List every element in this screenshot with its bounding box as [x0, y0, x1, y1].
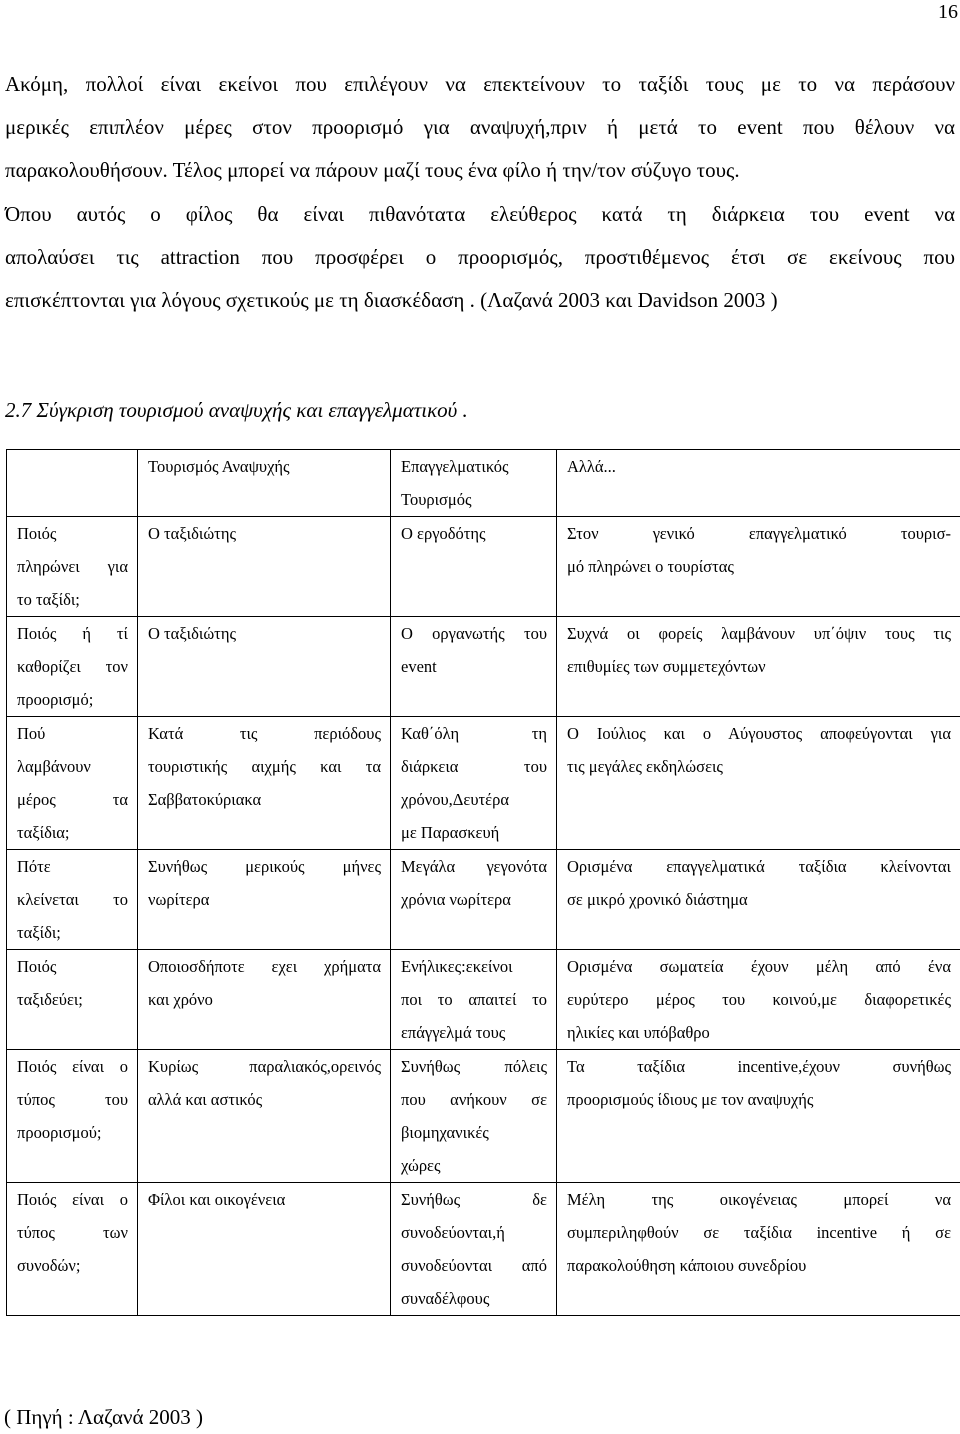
table-cell-business-tourism — [391, 450, 557, 517]
paragraph-line: απολαύσει τις attraction που προσφέρει ο προορισμός, προστιθέμενος έτσι σε εκείνους που — [5, 244, 955, 269]
table-cell-leisure-tourism — [138, 850, 391, 950]
cell-line: Ποιός — [17, 524, 57, 543]
table-row — [7, 617, 960, 717]
cell-line: Συνήθως δε — [401, 1190, 547, 1209]
table-cell-question — [7, 850, 138, 950]
cell-line: Τα ταξίδια incentive,έχουν συνήθως — [567, 1057, 951, 1076]
body-paragraph — [5, 63, 955, 322]
cell-line: συναδέλφους — [401, 1289, 490, 1308]
table-header-row — [7, 450, 960, 517]
cell-line: event — [401, 657, 437, 676]
table-cell-question — [7, 517, 138, 617]
cell-line: χώρες — [401, 1156, 441, 1175]
cell-line: Ο ταξιδιώτης — [148, 524, 236, 543]
table-cell-leisure-tourism — [138, 1183, 391, 1316]
cell-line: συνοδών; — [17, 1256, 81, 1275]
cell-line: Τουρισμός Αναψυχής — [148, 457, 290, 476]
cell-line: τύπος των — [17, 1223, 128, 1242]
cell-line: ηλικίες και υπόβαθρο — [567, 1023, 710, 1042]
table-row — [7, 950, 960, 1050]
cell-line: Συνήθως πόλεις — [401, 1057, 547, 1076]
cell-line: νωρίτερα — [148, 890, 210, 909]
table-cell-business-tourism — [391, 1050, 557, 1183]
table-cell-question — [7, 617, 138, 717]
cell-line: Αλλά... — [567, 457, 616, 476]
table-cell-business-tourism — [391, 1183, 557, 1316]
table-cell-leisure-tourism — [138, 517, 391, 617]
table-cell-business-tourism — [391, 850, 557, 950]
cell-line: μέρος τα — [17, 790, 128, 809]
cell-line: Ποιός — [17, 957, 57, 976]
cell-line: και χρόνο — [148, 990, 213, 1009]
paragraph-line: Ακόμη, πολλοί είναι εκείνοι που επιλέγουν να επεκτείνουν το ταξίδι τους με το να περάσουν — [5, 72, 955, 96]
cell-line: αλλά και αστικός — [148, 1090, 263, 1109]
cell-line: Ο ταξιδιώτης — [148, 624, 236, 643]
cell-line: Οποιοσδήποτε εχει χρήματα — [148, 957, 381, 976]
cell-line: Καθ΄όλη τη — [401, 724, 547, 743]
cell-line: τύπος του — [17, 1090, 128, 1109]
table-cell-but — [557, 950, 960, 1050]
cell-line: χρόνου,Δευτέρα — [401, 790, 509, 809]
cell-line: ευρύτερο μέρος του κοινού,με διαφορετικές — [567, 990, 951, 1009]
table-row — [7, 1183, 960, 1316]
cell-line: το ταξίδι; — [17, 590, 80, 609]
cell-line: προορισμό; — [17, 690, 94, 709]
cell-line: καθορίζει τον — [17, 657, 128, 676]
cell-line: συμπεριληφθούν σε ταξίδια incentive ή σε — [567, 1223, 951, 1242]
cell-line: συνοδεύονται,ή — [401, 1223, 505, 1242]
table-cell-leisure-tourism — [138, 950, 391, 1050]
comparison-table-container — [6, 449, 960, 1316]
cell-line: ταξίδια; — [17, 823, 70, 842]
table-row — [7, 1050, 960, 1183]
table-cell-business-tourism — [391, 950, 557, 1050]
table-cell-but — [557, 717, 960, 850]
cell-line: Μεγάλα γεγονότα — [401, 857, 547, 876]
table-row — [7, 517, 960, 617]
table-row — [7, 717, 960, 850]
cell-line: Ενήλικες:εκείνοι — [401, 957, 513, 976]
paragraph-line: επισκέπτονται για λόγους σχετικούς με τη διασκέδαση . (Λαζανά 2003 και Davidson 2003 ) — [5, 288, 778, 313]
cell-line: Ο Ιούλιος και ο Αύγουστος αποφεύγονται για — [567, 724, 951, 743]
cell-line: Επαγγελματικός — [401, 457, 509, 476]
table-cell-question — [7, 450, 138, 517]
table-cell-question — [7, 1050, 138, 1183]
cell-line: ταξίδι; — [17, 923, 61, 942]
table-cell-leisure-tourism — [138, 617, 391, 717]
table-cell-leisure-tourism — [138, 717, 391, 850]
cell-line: Σαββατοκύριακα — [148, 790, 262, 809]
cell-line: μό πληρώνει ο τουρίστας — [567, 557, 734, 576]
cell-line: Τουρισμός — [401, 490, 472, 509]
paragraph-line: μερικές επιπλέον μέρες στον προορισμό για αναψυχή,πριν ή μετά το event που θέλουν να — [5, 115, 955, 140]
cell-line: Στον γενικό επαγγελματικό τουρισ- — [567, 524, 951, 543]
cell-line: Ποιός είναι ο — [17, 1057, 128, 1076]
cell-line: επάγγελμά τους — [401, 1023, 506, 1042]
cell-line: Πότε — [17, 857, 51, 876]
table-cell-but — [557, 1050, 960, 1183]
table-cell-business-tourism — [391, 617, 557, 717]
comparison-table — [6, 449, 960, 1316]
table-cell-business-tourism — [391, 717, 557, 850]
cell-line: Κυρίως παραλιακός,ορεινός — [148, 1057, 381, 1076]
cell-line: Μέλη της οικογένειας μπορεί να — [567, 1190, 951, 1209]
cell-line: συνοδεύονται από — [401, 1256, 547, 1275]
cell-line: βιομηχανικές — [401, 1123, 489, 1142]
cell-line: Ορισμένα επαγγελματικά ταξίδια κλείνονται — [567, 857, 951, 876]
table-cell-question — [7, 717, 138, 850]
cell-line: Ορισμένα σωματεία έχουν μέλη από ένα — [567, 957, 951, 976]
cell-line: επιθυμίες των συμμετεχόντων — [567, 657, 766, 676]
cell-line: λαμβάνουν — [17, 757, 91, 776]
table-body — [7, 450, 960, 1316]
cell-line: προορισμού; — [17, 1123, 102, 1142]
table-cell-question — [7, 950, 138, 1050]
cell-line: Συχνά οι φορείς λαμβάνουν υπ΄όψιν τους τις — [567, 624, 951, 643]
paragraph-line: Όπου αυτός ο φίλος θα είναι πιθανότατα ελεύθερος κατά τη διάρκεια του event να — [5, 201, 955, 226]
cell-line: με Παρασκευή — [401, 823, 500, 842]
table-row — [7, 850, 960, 950]
cell-line: Συνήθως μερικούς μήνες — [148, 857, 381, 876]
section-heading: 2.7 Σύγκριση τουρισμού αναψυχής και επαγγελματικού . — [5, 398, 468, 422]
cell-line: Ποιός είναι ο — [17, 1190, 128, 1209]
cell-line: Φίλοι και οικογένεια — [148, 1190, 286, 1209]
table-cell-leisure-tourism — [138, 1050, 391, 1183]
table-cell-but — [557, 517, 960, 617]
cell-line: πληρώνει για — [17, 557, 128, 576]
table-cell-but — [557, 1183, 960, 1316]
cell-line: σε μικρό χρονικό διάστημα — [567, 890, 748, 909]
cell-line: που ανήκουν σε — [401, 1090, 547, 1109]
table-cell-leisure-tourism — [138, 450, 391, 517]
table-cell-question — [7, 1183, 138, 1316]
cell-line: κλείνεται το — [17, 890, 128, 909]
table-cell-business-tourism — [391, 517, 557, 617]
cell-line: παρακολούθηση κάποιου συνεδρίου — [567, 1256, 807, 1275]
table-cell-but — [557, 450, 960, 517]
cell-line: τουριστικής αιχμής και τα — [148, 757, 381, 776]
cell-line: τις μεγάλες εκδηλώσεις — [567, 757, 723, 776]
table-cell-but — [557, 617, 960, 717]
source-note: ( Πηγή : Λαζανά 2003 ) — [4, 1405, 203, 1429]
cell-line: Κατά τις περιόδους — [148, 724, 381, 743]
cell-line: Ο οργανωτής του — [401, 624, 547, 643]
cell-line: διάρκεια του — [401, 757, 547, 776]
table-cell-but — [557, 850, 960, 950]
paragraph-line: παρακολουθήσουν. Τέλος μπορεί να πάρουν μαζί τους ένα φίλο ή την/τον σύζυγο τους. — [5, 158, 740, 183]
page-number: 16 — [938, 1, 958, 23]
cell-line: Πού — [17, 724, 46, 743]
cell-line: προορισμούς ίδιους με τον αναψυχής — [567, 1090, 814, 1109]
cell-line: χρόνια νωρίτερα — [401, 890, 511, 909]
cell-line: Ποιός ή τί — [17, 624, 128, 643]
cell-line: ταξιδεύει; — [17, 990, 83, 1009]
cell-line: Ο εργοδότης — [401, 524, 486, 543]
cell-line: ποι το απαιτεί το — [401, 990, 547, 1009]
